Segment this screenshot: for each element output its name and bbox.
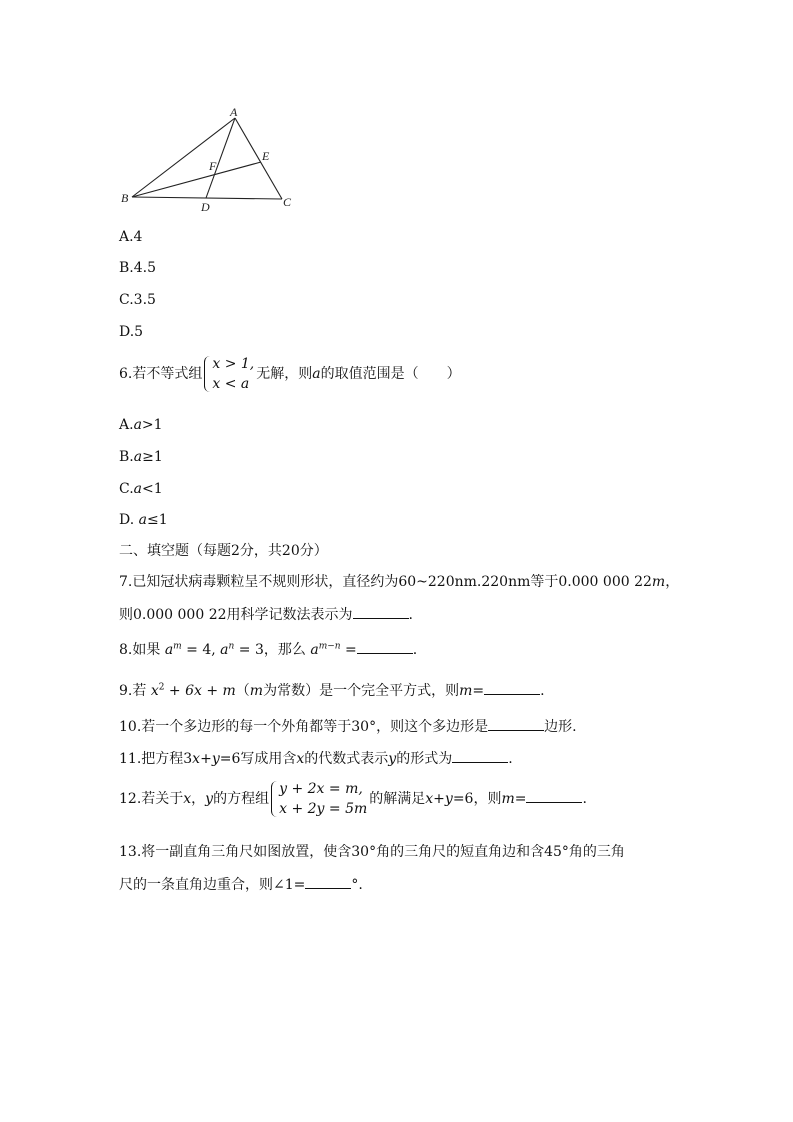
q10: 10.若一个多边形的每一个外角都等于30°，则这个多边形是 边形. bbox=[119, 716, 577, 737]
triangle-figure bbox=[118, 100, 308, 218]
q9: 9.若 $x^2 + 6x + m(m$为常数）是一个完全平方式，则m= . bbox=[119, 680, 545, 701]
q13-answer-blank[interactable] bbox=[305, 874, 351, 889]
q9-answer-blank[interactable] bbox=[484, 680, 540, 695]
label-c: C bbox=[283, 195, 292, 209]
segment-ab bbox=[132, 118, 235, 197]
q6-option-b: B.a≥1 bbox=[119, 449, 163, 465]
q10-answer-blank[interactable] bbox=[488, 716, 544, 731]
q6-inequality-system bbox=[204, 354, 254, 394]
segment-ad bbox=[206, 118, 235, 198]
label-d: D bbox=[201, 200, 210, 214]
label-e: E bbox=[262, 149, 270, 163]
q6-option-a: A.a>1 bbox=[119, 417, 163, 433]
q6-middle: 无解，则 bbox=[256, 366, 313, 382]
label-f: F bbox=[209, 159, 217, 173]
q6-sys-line-1: x > 1, bbox=[212, 356, 255, 372]
q7-line-2: 则0.000 000 22用科学记数法表示为 . bbox=[119, 604, 413, 625]
q6-var: a bbox=[312, 366, 321, 382]
q13-line-1: 13.将一副直角三角尺如图放置，使含30°角的三角尺的短直角边和含45°角的三角 bbox=[119, 844, 625, 860]
segment-be bbox=[132, 162, 261, 197]
q7-line-1: 7.已知冠状病毒颗粒呈不规则形状，直径约为60~220nm.220nm等于0.000 000 22m， bbox=[119, 574, 680, 590]
q5-option-b: B.4.5 bbox=[119, 260, 157, 276]
label-a: A bbox=[230, 105, 238, 119]
q11-answer-blank[interactable] bbox=[452, 748, 508, 763]
q13-line-2: 尺的一条直角边重合，则∠1= °. bbox=[119, 874, 363, 895]
segment-ac bbox=[235, 118, 282, 199]
section-2-title: 二、填空题（每题2分，共20分） bbox=[119, 543, 328, 559]
q6-prefix: 6.若不等式组 bbox=[119, 366, 203, 382]
label-b: B bbox=[121, 191, 129, 205]
q6-option-c: C.a<1 bbox=[119, 481, 163, 497]
segment-bc bbox=[132, 197, 282, 199]
q12-answer-blank[interactable] bbox=[526, 788, 582, 803]
q6-suffix: 的取值范围是（ ） bbox=[320, 366, 461, 382]
q6-stem bbox=[119, 354, 461, 394]
q5-option-d: D.5 bbox=[119, 324, 144, 340]
q6-option-d: D. a≤1 bbox=[119, 512, 168, 528]
q12-equation-system: y + 2x = m, x + 2y = 5m bbox=[271, 779, 367, 819]
q8: 8.如果 $a^m = 4$, $a^n = 3$，那么 $a^{m-n}$ = . bbox=[119, 639, 417, 660]
q11: 11.把方程3x+y=6写成用含x的代数式表示y的形式为 . bbox=[119, 748, 513, 769]
q8-answer-blank[interactable] bbox=[357, 639, 413, 654]
q12: 12.若关于x，y的方程组 y + 2x = m, x + 2y = 5m 的解满足x+y=6，则m= . bbox=[119, 781, 587, 817]
q5-option-a: A.4 bbox=[119, 229, 143, 245]
q6-sys-line-2: x < a bbox=[212, 376, 250, 392]
q7-answer-blank[interactable] bbox=[353, 604, 409, 619]
q5-option-c: C.3.5 bbox=[119, 292, 156, 308]
